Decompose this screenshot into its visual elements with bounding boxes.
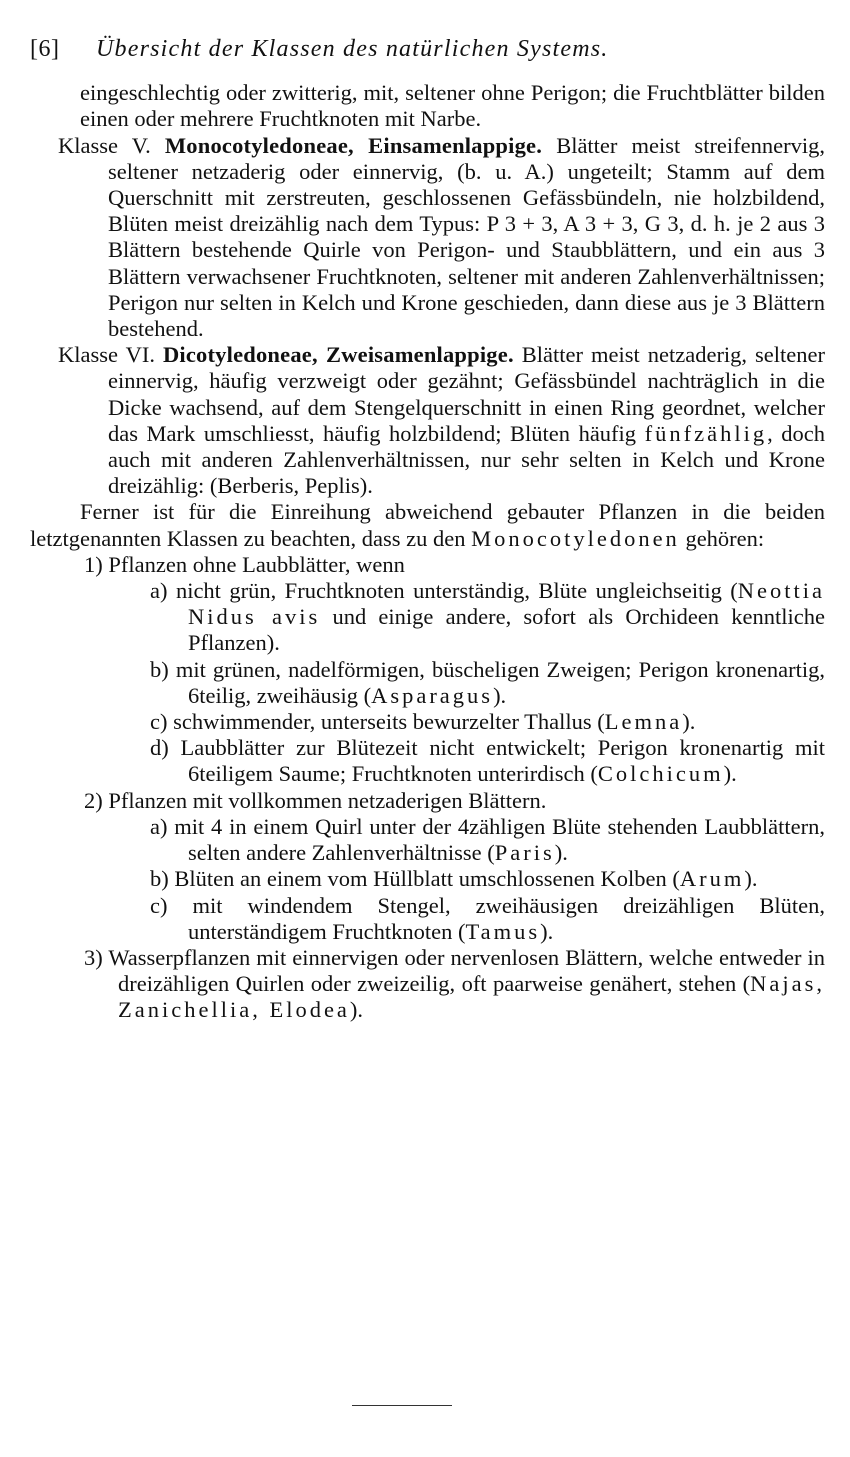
klasse-vi-text: Blätter meist netzaderig, seltener einnervig, häufig verzweigt oder gezähnt; Gefässbündel nachträglich in die Dicke wachsend, auf dem Stengelquerschnitt in einen Ring geordnet, welcher das Mark umschliesst, häufig holzbildend; Blüten häufig [108,342,826,446]
ferner-text: Ferner ist für die Einreihung abweichend gebauter Pflanzen in die beiden letztgenannten Klassen zu beachten, dass zu den [30,499,825,551]
list-item-1a-label: a) [150,578,168,604]
end-rule [352,1405,452,1406]
list-item-3-text-end: ). [349,997,364,1023]
list-item-2a-species: Paris [494,840,555,866]
list-item-2b-text-end: ). [744,866,758,892]
list-item-2a-label: a) [150,813,168,839]
list-item-1d-text: Laubblätter zur Blütezeit nicht entwickelt; Perigon kronenartig mit 6teiligem Saume; Fruchtknoten unterirdisch ( [180,735,825,787]
list-item-1d-species: Colchicum [597,761,724,787]
list-item-1-label: 1) [84,551,103,577]
list-item-2-text: Pflanzen mit vollkommen netzaderigen Blättern. [108,787,547,813]
ferner-text-end: gehören: [679,525,765,551]
list-item-1c-text: schwimmender, unterseits bewurzelter Thallus ( [173,709,605,735]
list-item-3-text: Wasserpflanzen mit einnervigen oder nervenlosen Blättern, welche entweder in dreizähligen Quirlen oder zweizeilig, oft paarweise genähert, stehen ( [108,944,825,997]
list-item-1b-text: mit grünen, nadelförmigen, büscheligen Zweigen; Perigon kronenartig, 6teilig, zweihäusig ( [175,656,825,708]
list-item-1b [30,657,825,709]
klasse-v-label: Klasse V. [58,132,151,158]
list-item-1d-label: d) [150,735,169,761]
list-item-1 [30,552,825,578]
klasse-vi-paragraph [30,342,825,499]
list-item-2-label: 2) [84,787,103,813]
list-item-1c-species: Lemna [604,709,683,735]
klasse-v-name: Monocotyledoneae, Einsamenlappige. [164,132,543,158]
list-item-1c-text-end: ). [682,709,696,735]
list-item-1c [30,709,825,735]
list-item-2c [30,893,825,945]
klasse-vi-label: Klasse VI. [58,342,155,368]
ferner-emphasis: Monocotyledonen [471,525,680,551]
klasse-vi-emphasis: fünfzählig [644,420,768,446]
list-item-1b-text-end: ). [493,682,507,708]
list-item-2c-text-end: ). [540,918,554,944]
list-item-2 [30,788,825,814]
list-item-1c-label: c) [150,709,168,735]
list-item-2b-species: Arum [679,866,745,892]
list-item-2a-text-end: ). [554,840,568,866]
list-item-3-species: Najas, Zanichellia, Elodea [118,971,825,1023]
list-item-2a [30,814,825,866]
list-item-2b-text: Blüten an einem vom Hüllblatt umschlossenen Kolben ( [174,866,680,892]
list-item-1a-text: nicht grün, Fruchtknoten unterständig, Blüte ungleichseitig ( [175,578,738,604]
page-content [30,36,825,1024]
list-item-1b-species: Asparagus [371,682,494,708]
list-item-3 [30,945,825,1024]
list-item-2c-label: c) [150,892,168,918]
running-title: Übersicht der Klassen des natürlichen Systems. [96,36,609,62]
ferner-paragraph [30,499,825,551]
list-item-2b-label: b) [150,866,169,892]
list-item-2b [30,866,825,892]
list-item-3-label: 3) [84,944,103,970]
list-item-1a [30,578,825,657]
list-item-1-text: Pflanzen ohne Laubblätter, wenn [108,551,405,577]
list-item-1d-text-end: ). [723,761,737,787]
page-number: [6] [30,36,60,62]
list-item-1a-text-end: und einige andere, sofort als Orchideen kenntliche Pflanzen). [188,604,825,656]
klasse-vi-text-end: , doch auch mit anderen Zahlenverhältnissen, nur sehr selten in Kelch und Krone dreizählig: (Berberis, Peplis). [108,420,825,499]
intro-paragraph: eingeschlechtig oder zwitterig, mit, seltener ohne Perigon; die Fruchtblätter bilden einen oder mehrere Fruchtknoten mit Narbe. [80,80,825,132]
page-header [30,36,825,62]
list-item-1a-species: Neottia Nidus avis [188,578,826,630]
klasse-v-text: Blätter meist streifennervig, seltener netzaderig oder einnervig, (b. u. A.) ungeteilt; Stamm auf dem Querschnitt mit zerstreuten, geschlossenen Gefässbündeln, nie holzbildend, Blüten meist dreizählig nach dem Typus: P 3 + 3, A 3 + 3, G 3, d. h. je 2 aus 3 Blättern bestehende Quirle von Perigon- und Staubblättern, und ein aus 3 Blättern verwachsener Fruchtknoten, seltener mit anderen Zahlenverhältnissen; Perigon nur selten in Kelch und Krone geschieden, dann diese aus je 3 Blättern bestehend. [108,132,826,342]
list-item-2c-species: Tamus [465,918,541,944]
klasse-vi-name: Dicotyledoneae, Zweisamenlappige. [162,342,514,368]
list-item-1d [30,735,825,787]
list-item-2c-text: mit windendem Stengel, zweihäusigen dreizähligen Blüten, unterständigem Fruchtknoten ( [188,892,825,944]
list-item-2a-text: mit 4 in einem Quirl unter der 4zähligen Blüte stehenden Laubblättern, selten andere Zahlenverhältnisse ( [174,813,825,866]
list-item-1b-label: b) [150,656,169,682]
klasse-v-paragraph [30,133,825,343]
